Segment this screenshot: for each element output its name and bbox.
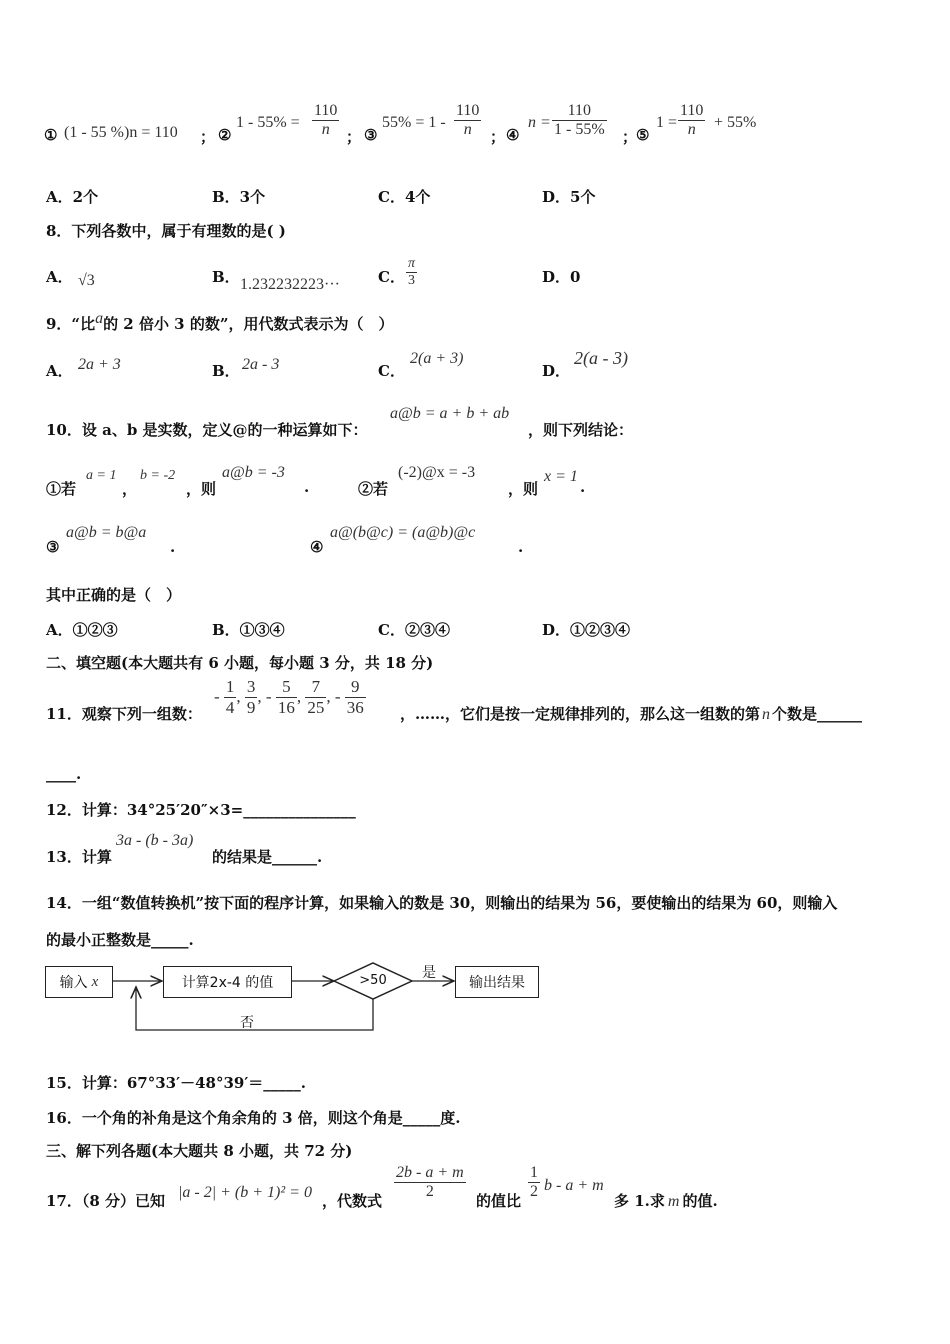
q9-option-b-expr: 2a - 3 (242, 356, 280, 373)
q11-comma-2: , (257, 687, 262, 707)
q7-e2-den: n (321, 121, 330, 139)
q8-option-c-label[interactable]: C． (378, 268, 405, 286)
q10-option-c[interactable]: C．②③④ (378, 621, 450, 639)
q7-e4-left: n = (528, 114, 551, 131)
q7-option-a[interactable]: A．2个 (46, 188, 99, 206)
q7-e5-left: 1 = (656, 114, 678, 131)
flowchart-output-label: 输出结果 (469, 975, 525, 991)
q14-line-2: 的最小正整数是_____. (46, 931, 194, 949)
flowchart-compute-box (163, 966, 292, 998)
q11-var: n (762, 706, 771, 723)
q8-c-den: 3 (408, 273, 415, 289)
q10-s2-cond: (-2)@x = -3 (398, 464, 476, 481)
q17-fraction-2 (528, 1164, 540, 1202)
q17-mid2: 的值比 (476, 1192, 522, 1210)
q13-post: 的结果是______. (212, 848, 323, 866)
q7-s3: ③ (364, 126, 378, 144)
q7-s2: ② (218, 126, 232, 144)
q7-e4-den: 1 - 55% (554, 121, 605, 139)
q13-expr: 3a - (b - 3a) (116, 832, 194, 849)
q9-option-d-label[interactable]: D． (542, 362, 571, 380)
q10-option-d[interactable]: D．①②③④ (542, 621, 631, 639)
q8-option-b-label[interactable]: B． (212, 268, 240, 286)
q10-s2-result: x = 1 (544, 468, 578, 485)
flowchart-input-label: 输入 (59, 975, 88, 991)
q9-option-c-expr: 2(a + 3) (410, 350, 464, 367)
q11-term-1-num: 1 (225, 677, 235, 696)
q7-option-b[interactable]: B．3个 (212, 188, 266, 206)
flowchart-yes-label: 是 (422, 965, 436, 981)
q8-option-d[interactable]: D．0 (542, 268, 581, 286)
q10-s1-then: ，则 (186, 480, 217, 498)
q11-pre: 11．观察下列一组数： (46, 705, 202, 723)
q11-term-5-sign: - (334, 687, 341, 707)
flowchart-compute-label: 计算2x-4 的值 (181, 975, 274, 991)
q11-term-1-den: 4 (225, 697, 235, 717)
q7-sep-1: ； (200, 128, 216, 146)
q10-s1-sep: ， (122, 480, 138, 498)
q7-e5-den: n (687, 121, 696, 139)
q9-title-pre: 9．“比 (46, 315, 96, 333)
q10-definition: a@b = a + b + ab (390, 405, 510, 422)
q7-e3-left: 55% = 1 - (382, 114, 446, 131)
q10-title-post: ，则下列结论： (528, 421, 634, 439)
section-3-heading: 三、解下列各题(本大题共 8 小题，共 72 分) (46, 1142, 353, 1160)
q10-s4-dot: . (518, 538, 524, 556)
q17-post (614, 1190, 718, 1211)
q10-s1-pre: ①若 (46, 480, 77, 498)
q9-title-post: 的 2 倍小 3 的数”，用代数式表示为（ ） (103, 315, 394, 333)
q7-e3-num: 110 (454, 102, 481, 121)
q7-e5-right: + 55% (714, 114, 757, 131)
section-2-heading: 二、填空题(本大题共有 6 小题，每小题 3 分，共 18 分) (46, 654, 434, 672)
q7-sep-2: ； (346, 128, 362, 146)
q9-option-c-label[interactable]: C． (378, 362, 405, 380)
flowchart-condition: >50 (359, 973, 387, 988)
flowchart-input-box (45, 966, 113, 998)
q17-post-text: 多 1.求 (614, 1192, 665, 1210)
q13-pre: 13．计算 (46, 848, 112, 866)
q10-s2-then: ，则 (508, 480, 539, 498)
q7-sep-3: ； (490, 128, 506, 146)
q10-option-b[interactable]: B．①③④ (212, 621, 285, 639)
q14-line-1: 14．一组“数值转换机”按下面的程序计算，如果输入的数是 30，则输出的结果为 56，要使输出的结果为 60，则输入 (46, 894, 838, 912)
q10-title-pre: 10．设 a、b 是实数，定义@的一种运算如下： (46, 421, 368, 439)
q11-post-text: ，……，它们是按一定规律排列的，那么这一组数的第 (400, 705, 761, 723)
q17-mid: ，代数式 (322, 1192, 383, 1210)
q7-option-c[interactable]: C．4个 (378, 188, 431, 206)
q8-title: 8．下列各数中，属于有理数的是( ) (46, 222, 286, 240)
flowchart-input-var: x (91, 973, 99, 990)
q11-blank-2[interactable]: ____. (46, 765, 82, 783)
q17-f2-num: 1 (528, 1164, 540, 1183)
q11-post2: 个数是 (772, 705, 818, 723)
q9-option-b-label[interactable]: B． (212, 362, 240, 380)
q11-blank-1[interactable]: ______ (817, 705, 863, 723)
q7-e3-den: n (463, 121, 472, 139)
q10-s1-b: b = -2 (140, 468, 176, 483)
q11-term-4-den: 25 (307, 697, 325, 717)
q17-var: m (667, 1193, 680, 1210)
q10-s3-expr: a@b = b@a (66, 524, 147, 541)
q7-e1: (1 - 55 %)n = 110 (64, 124, 178, 141)
q7-s4: ④ (506, 126, 520, 144)
q7-e2-num: 110 (312, 102, 339, 121)
q15: 15．计算：67°33′－48°39′＝_____. (46, 1074, 307, 1092)
q10-s2-pre: ②若 (358, 480, 389, 498)
q17-f1-den: 2 (425, 1183, 434, 1201)
flowchart-output-box (455, 966, 539, 998)
q7-e2-left: 1 - 55% = (236, 114, 300, 131)
q16: 16．一个角的补角是这个角余角的 3 倍，则这个角是_____度. (46, 1109, 461, 1127)
q17-f2-rest: b - a + m (544, 1177, 604, 1194)
q8-option-a-label[interactable]: A． (46, 268, 73, 286)
q10-option-a[interactable]: A．①②③ (46, 621, 118, 639)
q11-term-5-den: 36 (346, 697, 364, 717)
q10-s4-expr: a@(b@c) = (a@b)@c (330, 524, 476, 541)
q7-sep-4: ； (622, 128, 638, 146)
q11-term-1-sign: - (214, 687, 220, 707)
q17-fraction-1 (394, 1164, 466, 1202)
q10-which: 其中正确的是（ ） (46, 586, 182, 604)
q7-s1: ① (44, 126, 58, 144)
q17-f2-den: 2 (530, 1183, 538, 1201)
q10-s1-dot: . (304, 478, 310, 496)
q9-option-a-expr: 2a + 3 (78, 356, 121, 373)
q10-s3-pre: ③ (46, 538, 60, 556)
q11-term-2-num: 3 (246, 677, 256, 696)
q10-s2-dot: . (580, 478, 586, 496)
q12: 12．计算：34°25′20″×3=_______________ (46, 801, 356, 819)
q10-s1-a: a = 1 (86, 468, 117, 483)
q8-option-a-expr: √3 (78, 272, 95, 289)
q10-s1-result: a@b = -3 (222, 464, 285, 481)
q11-term-3-den: 16 (277, 697, 295, 717)
q7-option-d[interactable]: D．5个 (542, 188, 596, 206)
q10-s4-pre: ④ (310, 538, 324, 556)
q10-s3-dot: . (170, 538, 176, 556)
flowchart-no-label: 否 (240, 1015, 254, 1031)
q8-c-num: π (406, 256, 417, 273)
q17-f1-num: 2b - a + m (394, 1164, 466, 1183)
q11-term-5-num: 9 (345, 677, 366, 698)
q9-option-a-label[interactable]: A． (46, 362, 73, 380)
q9-title-var: a (95, 310, 104, 327)
q7-e4-num: 110 (552, 102, 607, 121)
q17-pre: 17．（8 分）已知 (46, 1192, 166, 1210)
q17-condition: |a - 2| + (b + 1)² = 0 (178, 1184, 312, 1201)
q7-e5-num: 110 (678, 102, 705, 121)
q11-comma-3: , (296, 687, 302, 707)
q11-term-4-num: 7 (305, 677, 326, 698)
q11-term-3-sign: - (265, 687, 272, 707)
q9-option-d-expr: 2(a - 3) (574, 348, 628, 368)
q11-term-2-den: 9 (246, 697, 256, 717)
q17-end: 的值. (682, 1192, 718, 1210)
q8-option-b-expr: 1.232232223··· (240, 276, 340, 293)
q7-s5: ⑤ (636, 126, 650, 144)
q11-comma-1: , (236, 687, 241, 707)
q11-comma-4: , (326, 687, 331, 707)
q11-term-3-num: 5 (276, 677, 297, 698)
